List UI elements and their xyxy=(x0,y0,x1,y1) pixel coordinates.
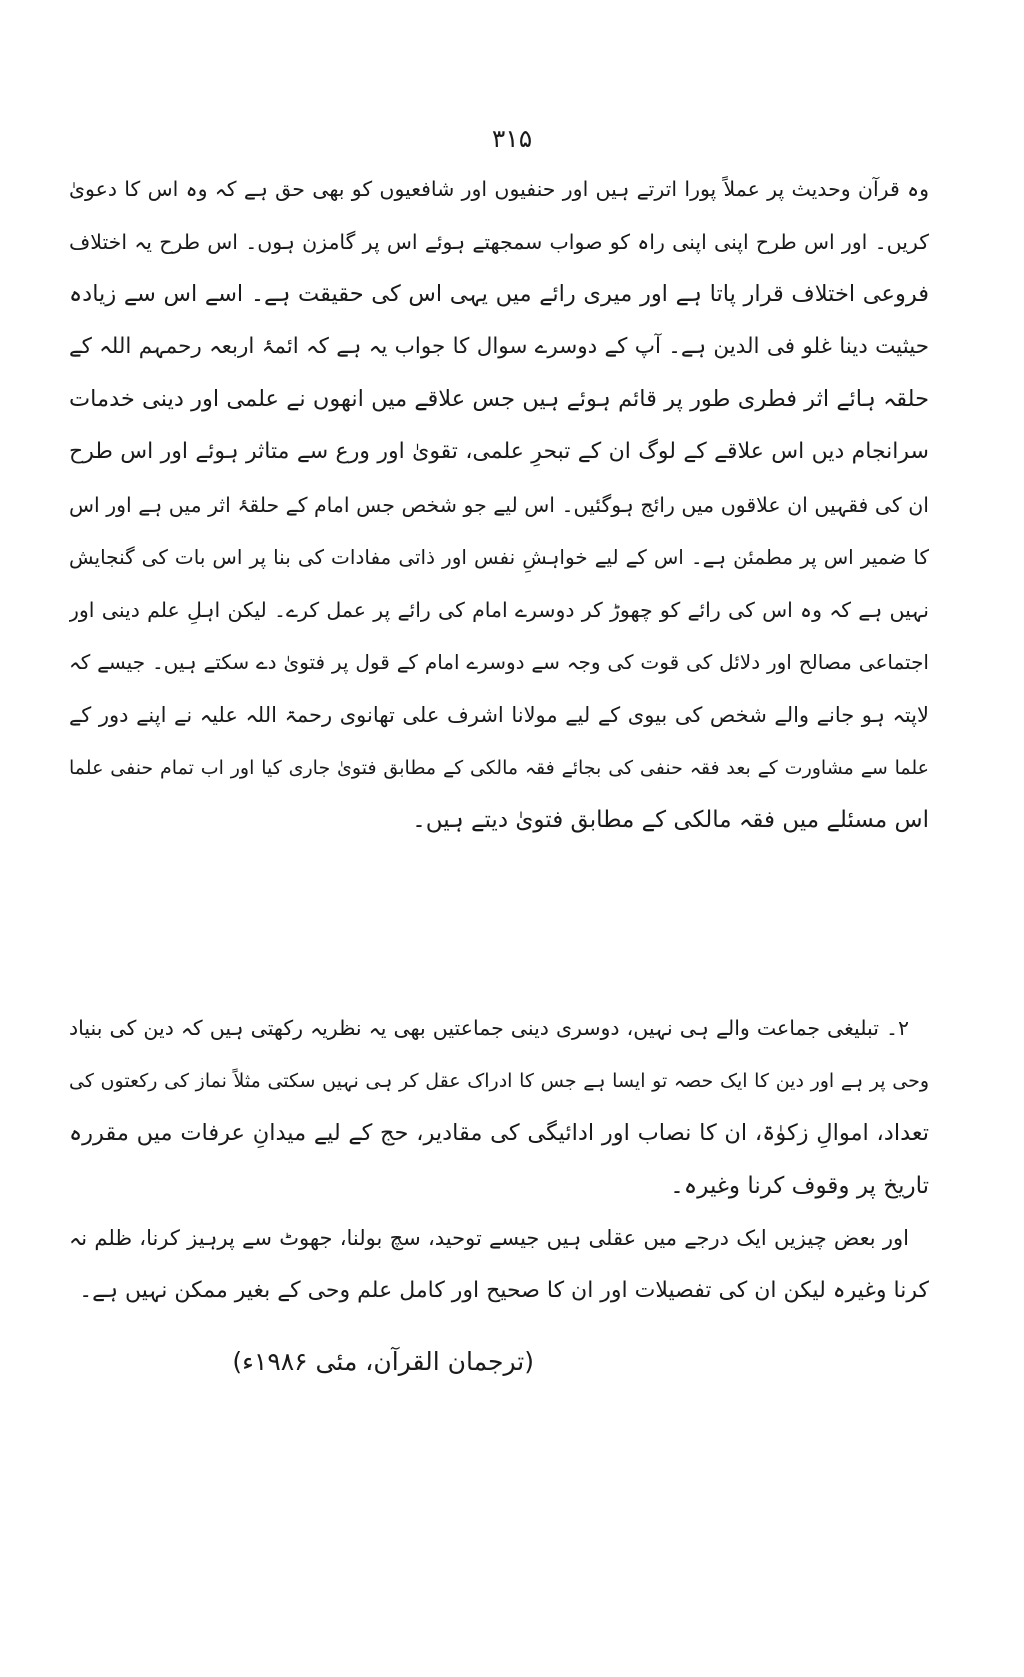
text-line: وحی پر ہے اور دین کا ایک حصہ تو ایسا ہے جس کا ادراک عقل کر ہی نہیں سکتی مثلاً نماز کی رکعتوں کی xyxy=(69,1069,929,1092)
text-line: حیثیت دینا غلو فی الدین ہے۔ آپ کے دوسرے سوال کا جواب یہ ہے کہ ائمۂ اربعہ رحمہم اللہ کے xyxy=(69,333,929,359)
source-citation: (ترجمان القرآن، مئی ۱۹۸۶ء) xyxy=(232,1347,534,1376)
text-line: تعداد، اموالِ زکوٰۃ، ان کا نصاب اور ادائیگی کی مقادیر، حج کے لیے میدانِ عرفات میں مقررہ xyxy=(69,1120,929,1147)
text-line: لاپتہ ہو جانے والے شخص کی بیوی کے لیے مولانا اشرف علی تھانوی رحمۃ اللہ علیہ نے اپنے دور کے xyxy=(69,702,929,727)
paragraph-3 xyxy=(69,1212,929,1317)
text-line: نہیں ہے کہ وہ اس کی رائے کو چھوڑ کر دوسرے امام کی رائے پر عمل کرے۔ لیکن اہلِ علم دینی اور xyxy=(69,597,929,622)
text-line: ان کی فقہیں ان علاقوں میں رائج ہوگئیں۔ اس لیے جو شخص جس امام کے حلقۂ اثر میں ہے اور اس xyxy=(69,492,929,517)
text-line: کریں۔ اور اس طرح اپنی اپنی راہ کو صواب سمجھتے ہوئے اس پر گامزن ہوں۔ اس طرح یہ اختلاف xyxy=(69,229,929,254)
text-line: اس مسئلے میں فقہ مالکی کے مطابق فتویٰ دیتے ہیں۔ xyxy=(412,807,929,834)
text-line: وہ قرآن وحدیث پر عملاً پورا اترتے ہیں اور حنفیوں اور شافعیوں کو بھی حق ہے کہ وہ اس کا دعویٰ xyxy=(69,177,929,201)
text-line: اور بعض چیزیں ایک درجے میں عقلی ہیں جیسے توحید، سچ بولنا، جھوٹ سے پرہیز کرنا، ظلم نہ xyxy=(69,1226,909,1250)
text-line: علما سے مشاورت کے بعد فقہ حنفی کی بجائے فقہ مالکی کے مطابق فتویٰ جاری کیا اور اب تمام حنفی علما xyxy=(69,756,929,779)
text-line: کا ضمیر اس پر مطمئن ہے۔ اس کے لیے خواہشِ نفس اور ذاتی مفادات کی بنا پر اس بات کی گنجایش xyxy=(69,545,929,570)
text-line: سرانجام دیں اس علاقے کے لوگ ان کے تبحرِ علمی، تقویٰ اور ورع سے متاثر ہوئے اور اس طرح xyxy=(69,438,929,464)
text-line: فروعی اختلاف قرار پاتا ہے اور میری رائے میں یہی اس کی حقیقت ہے۔ اسے اس سے زیادہ xyxy=(69,281,929,308)
page-number: ۳۱۵ xyxy=(491,124,533,153)
text-line: ۲۔ تبلیغی جماعت والے ہی نہیں، دوسری دینی جماعتیں بھی یہ نظریہ رکھتی ہیں کہ دین کی بنیاد xyxy=(69,1016,909,1040)
text-line: اجتماعی مصالح اور دلائل کی قوت کی وجہ سے دوسرے امام کے قول پر فتویٰ دے سکتے ہیں۔ جیسے کہ xyxy=(69,650,929,675)
text-line: تاریخ پر وقوف کرنا وغیرہ۔ xyxy=(670,1172,929,1199)
text-line: کرنا وغیرہ لیکن ان کی تفصیلات اور ان کا صحیح اور کامل علم وحی کے بغیر ممکن نہیں ہے۔ xyxy=(79,1277,929,1303)
text-line: حلقہ ہائے اثر فطری طور پر قائم ہوئے ہیں جس علاقے میں انھوں نے علمی اور دینی خدمات xyxy=(69,386,929,413)
paragraph-2 xyxy=(69,1002,929,1212)
paragraph-1 xyxy=(69,163,929,847)
